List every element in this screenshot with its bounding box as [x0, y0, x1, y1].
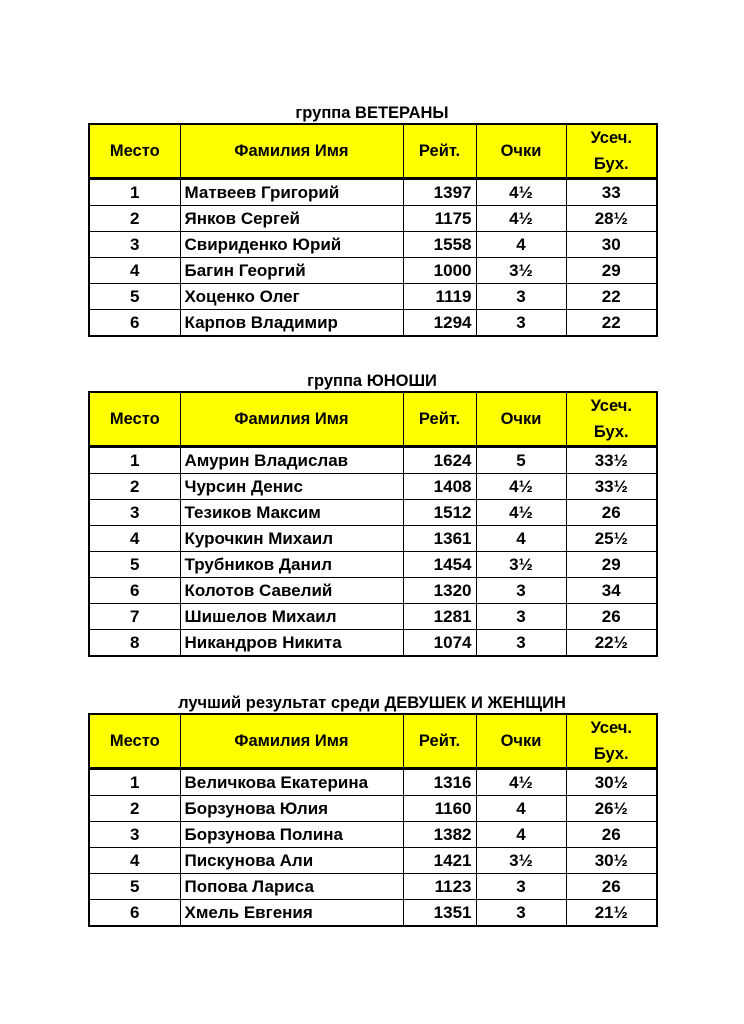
- cell-rating: 1175: [403, 206, 476, 232]
- cell-points: 4½: [476, 206, 566, 232]
- header-points: Очки: [476, 124, 566, 179]
- cell-points: 3: [476, 630, 566, 657]
- cell-points: 3: [476, 578, 566, 604]
- cell-place: 3: [89, 232, 180, 258]
- cell-place: 4: [89, 258, 180, 284]
- cell-name: Величкова Екатерина: [180, 769, 403, 796]
- header-name: Фамилия Имя: [180, 714, 403, 769]
- table-row: [89, 284, 657, 310]
- cell-name: Матвеев Григорий: [180, 179, 403, 206]
- cell-tiebreak: 30: [566, 232, 657, 258]
- cell-points: 3: [476, 284, 566, 310]
- table-row: [89, 796, 657, 822]
- cell-name: Никандров Никита: [180, 630, 403, 657]
- group-title: группа ЮНОШИ: [307, 372, 437, 390]
- cell-rating: 1294: [403, 310, 476, 337]
- cell-points: 3: [476, 900, 566, 927]
- cell-place: 1: [89, 769, 180, 796]
- table-row: [89, 474, 657, 500]
- cell-name: Свириденко Юрий: [180, 232, 403, 258]
- header-tiebreak-line1: Усеч.: [590, 719, 632, 737]
- cell-place: 6: [89, 310, 180, 337]
- cell-tiebreak: 30½: [566, 769, 657, 796]
- cell-rating: 1382: [403, 822, 476, 848]
- table-row: [89, 630, 657, 657]
- header-place: Место: [89, 714, 180, 769]
- cell-rating: 1000: [403, 258, 476, 284]
- table-row: [89, 848, 657, 874]
- header-points: Очки: [476, 714, 566, 769]
- cell-tiebreak: 21½: [566, 900, 657, 927]
- cell-tiebreak: 26: [566, 500, 657, 526]
- cell-tiebreak: 33½: [566, 447, 657, 474]
- header-tiebreak-line1: Усеч.: [590, 397, 632, 415]
- table-row: [89, 206, 657, 232]
- cell-name: Борзунова Полина: [180, 822, 403, 848]
- header-tiebreak-line1: Усеч.: [590, 129, 632, 147]
- cell-place: 2: [89, 206, 180, 232]
- table-row: [89, 874, 657, 900]
- header-rating: Рейт.: [403, 714, 476, 769]
- cell-points: 4: [476, 822, 566, 848]
- cell-place: 8: [89, 630, 180, 657]
- table-header-row: [89, 124, 657, 179]
- cell-rating: 1351: [403, 900, 476, 927]
- cell-tiebreak: 26: [566, 874, 657, 900]
- cell-tiebreak: 34: [566, 578, 657, 604]
- cell-rating: 1281: [403, 604, 476, 630]
- table-header-row: [89, 392, 657, 447]
- cell-rating: 1361: [403, 526, 476, 552]
- cell-points: 3½: [476, 552, 566, 578]
- cell-points: 4½: [476, 474, 566, 500]
- results-table: [88, 713, 658, 927]
- cell-rating: 1454: [403, 552, 476, 578]
- header-tiebreak-line2: Бух.: [593, 423, 629, 441]
- cell-points: 4½: [476, 769, 566, 796]
- cell-tiebreak: 26: [566, 822, 657, 848]
- cell-points: 3: [476, 874, 566, 900]
- table-row: [89, 900, 657, 927]
- header-name: Фамилия Имя: [180, 392, 403, 447]
- cell-rating: 1558: [403, 232, 476, 258]
- cell-place: 1: [89, 447, 180, 474]
- cell-name: Багин Георгий: [180, 258, 403, 284]
- header-rating: Рейт.: [403, 392, 476, 447]
- table-row: [89, 258, 657, 284]
- cell-rating: 1074: [403, 630, 476, 657]
- cell-tiebreak: 33½: [566, 474, 657, 500]
- cell-name: Колотов Савелий: [180, 578, 403, 604]
- cell-tiebreak: 28½: [566, 206, 657, 232]
- cell-place: 2: [89, 796, 180, 822]
- header-points: Очки: [476, 392, 566, 447]
- header-tiebreak: [566, 714, 657, 769]
- table-row: [89, 769, 657, 796]
- cell-rating: 1624: [403, 447, 476, 474]
- table-row: [89, 232, 657, 258]
- table-row: [89, 604, 657, 630]
- cell-place: 4: [89, 526, 180, 552]
- cell-points: 5: [476, 447, 566, 474]
- cell-rating: 1119: [403, 284, 476, 310]
- cell-points: 4½: [476, 500, 566, 526]
- cell-tiebreak: 22: [566, 284, 657, 310]
- cell-points: 4: [476, 526, 566, 552]
- cell-points: 3: [476, 310, 566, 337]
- cell-rating: 1320: [403, 578, 476, 604]
- cell-place: 6: [89, 578, 180, 604]
- cell-points: 4½: [476, 179, 566, 206]
- header-tiebreak-line2: Бух.: [593, 745, 629, 763]
- cell-place: 3: [89, 822, 180, 848]
- cell-place: 5: [89, 284, 180, 310]
- cell-rating: 1421: [403, 848, 476, 874]
- header-name: Фамилия Имя: [180, 124, 403, 179]
- cell-points: 3½: [476, 258, 566, 284]
- header-rating: Рейт.: [403, 124, 476, 179]
- cell-rating: 1316: [403, 769, 476, 796]
- header-tiebreak: [566, 392, 657, 447]
- table-row: [89, 179, 657, 206]
- cell-place: 7: [89, 604, 180, 630]
- cell-name: Янков Сергей: [180, 206, 403, 232]
- cell-name: Шишелов Михаил: [180, 604, 403, 630]
- cell-rating: 1160: [403, 796, 476, 822]
- cell-points: 3: [476, 604, 566, 630]
- cell-place: 5: [89, 874, 180, 900]
- cell-tiebreak: 29: [566, 552, 657, 578]
- table-row: [89, 526, 657, 552]
- cell-points: 4: [476, 796, 566, 822]
- cell-rating: 1512: [403, 500, 476, 526]
- cell-tiebreak: 22: [566, 310, 657, 337]
- cell-name: Курочкин Михаил: [180, 526, 403, 552]
- cell-tiebreak: 29: [566, 258, 657, 284]
- cell-tiebreak: 30½: [566, 848, 657, 874]
- cell-name: Хоценко Олег: [180, 284, 403, 310]
- header-tiebreak-line2: Бух.: [593, 155, 629, 173]
- results-table: [88, 123, 658, 337]
- cell-tiebreak: 33: [566, 179, 657, 206]
- cell-place: 4: [89, 848, 180, 874]
- table-row: [89, 447, 657, 474]
- cell-rating: 1408: [403, 474, 476, 500]
- cell-tiebreak: 25½: [566, 526, 657, 552]
- cell-name: Пискунова Али: [180, 848, 403, 874]
- cell-name: Тезиков Максим: [180, 500, 403, 526]
- cell-place: 1: [89, 179, 180, 206]
- cell-name: Хмель Евгения: [180, 900, 403, 927]
- cell-tiebreak: 26½: [566, 796, 657, 822]
- cell-place: 6: [89, 900, 180, 927]
- cell-name: Чурсин Денис: [180, 474, 403, 500]
- cell-name: Амурин Владислав: [180, 447, 403, 474]
- table-row: [89, 578, 657, 604]
- table-row: [89, 822, 657, 848]
- cell-tiebreak: 26: [566, 604, 657, 630]
- header-place: Место: [89, 124, 180, 179]
- table-header-row: [89, 714, 657, 769]
- group-title: лучший результат среди ДЕВУШЕК И ЖЕНЩИН: [178, 694, 566, 712]
- table-row: [89, 552, 657, 578]
- cell-place: 2: [89, 474, 180, 500]
- cell-points: 3½: [476, 848, 566, 874]
- header-place: Место: [89, 392, 180, 447]
- cell-place: 5: [89, 552, 180, 578]
- cell-tiebreak: 22½: [566, 630, 657, 657]
- cell-rating: 1123: [403, 874, 476, 900]
- cell-rating: 1397: [403, 179, 476, 206]
- table-row: [89, 500, 657, 526]
- header-tiebreak: [566, 124, 657, 179]
- results-table: [88, 391, 658, 657]
- cell-place: 3: [89, 500, 180, 526]
- cell-name: Карпов Владимир: [180, 310, 403, 337]
- table-row: [89, 310, 657, 337]
- group-title: группа ВЕТЕРАНЫ: [295, 104, 449, 122]
- cell-name: Попова Лариса: [180, 874, 403, 900]
- cell-name: Трубников Данил: [180, 552, 403, 578]
- cell-points: 4: [476, 232, 566, 258]
- cell-name: Борзунова Юлия: [180, 796, 403, 822]
